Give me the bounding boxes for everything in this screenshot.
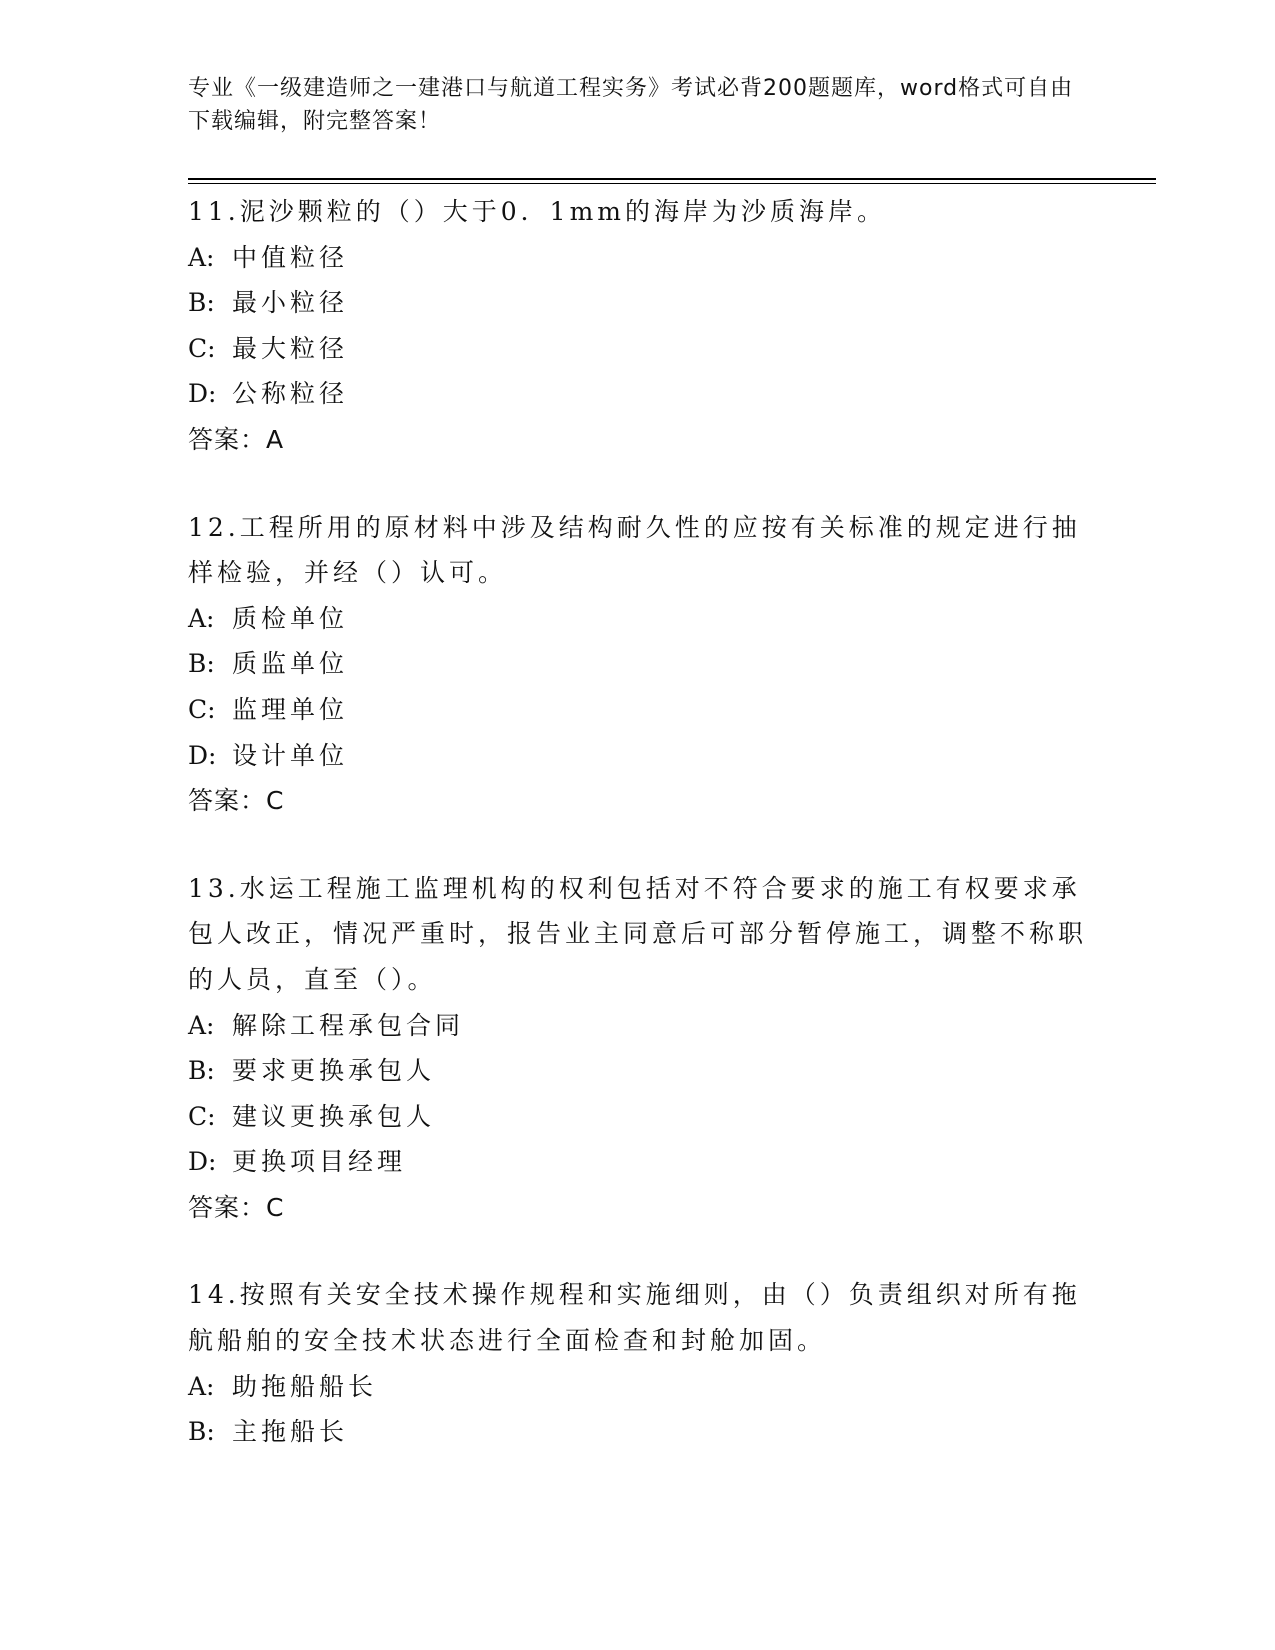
option-c (188, 687, 1088, 733)
option-text: 质检单位 (232, 603, 349, 633)
option-a (188, 1003, 1088, 1049)
option-letter: B: (188, 288, 215, 318)
answer-value: C (266, 1192, 285, 1222)
question-13 (188, 866, 1088, 1231)
option-letter: C: (188, 694, 216, 724)
option-letter: D: (188, 379, 217, 409)
option-b (188, 1409, 1088, 1455)
option-letter: B: (188, 1417, 215, 1447)
question-stem: 14.按照有关安全技术操作规程和实施细则，由（）负责组织对所有拖航船舶的安全技术状态进行全面检查和封舱加固。 (188, 1280, 1081, 1356)
answer-line (188, 417, 1088, 463)
option-text: 质监单位 (232, 649, 349, 679)
option-letter: B: (188, 1056, 215, 1086)
answer-value: A (266, 424, 285, 454)
answer-line (188, 1185, 1088, 1231)
option-letter: C: (188, 333, 216, 363)
option-text: 中值粒径 (232, 242, 349, 272)
option-letter: D: (188, 1147, 217, 1177)
option-b (188, 1048, 1088, 1094)
option-letter: A: (188, 1010, 215, 1040)
option-text: 监理单位 (232, 694, 349, 724)
question-12 (188, 505, 1088, 824)
answer-value: C (266, 786, 285, 816)
option-text: 主拖船长 (232, 1417, 349, 1447)
option-letter: B: (188, 649, 215, 679)
question-list (188, 189, 1088, 1497)
option-text: 助拖船船长 (232, 1371, 378, 1401)
option-b (188, 280, 1088, 326)
option-a (188, 235, 1088, 281)
option-d (188, 371, 1088, 417)
option-text: 最大粒径 (232, 333, 349, 363)
option-text: 更换项目经理 (232, 1147, 407, 1177)
option-d (188, 733, 1088, 779)
answer-label: 答案： (188, 786, 267, 816)
option-b (188, 641, 1088, 687)
question-stem: 12.工程所用的原材料中涉及结构耐久性的应按有关标准的规定进行抽样检验，并经（）认可。 (188, 512, 1081, 588)
answer-label: 答案： (188, 424, 267, 454)
option-text: 设计单位 (232, 740, 349, 770)
option-letter: A: (188, 1371, 215, 1401)
option-text: 最小粒径 (232, 288, 349, 318)
question-14 (188, 1272, 1088, 1454)
document-header: 专业《一级建造师之一建港口与航道工程实务》考试必背200题题库，word格式可自由下载编辑，附完整答案！ (188, 76, 1074, 134)
option-c (188, 326, 1088, 372)
question-stem: 13.水运工程施工监理机构的权利包括对不符合要求的施工有权要求承包人改正，情况严重时，报告业主同意后可部分暂停施工，调整不称职的人员，直至（）。 (188, 873, 1088, 994)
answer-label: 答案： (188, 1192, 267, 1222)
option-a (188, 1364, 1088, 1410)
option-c (188, 1094, 1088, 1140)
option-letter: A: (188, 242, 215, 272)
option-a (188, 596, 1088, 642)
header-divider-thick (188, 178, 1156, 180)
question-stem: 11.泥沙颗粒的（）大于0．1mm的海岸为沙质海岸。 (188, 197, 886, 226)
option-text: 要求更换承包人 (232, 1056, 436, 1086)
option-text: 公称粒径 (232, 379, 349, 409)
answer-line (188, 778, 1088, 824)
option-letter: A: (188, 603, 215, 633)
question-11 (188, 189, 1088, 463)
option-letter: D: (188, 740, 217, 770)
option-letter: C: (188, 1101, 216, 1131)
option-d (188, 1139, 1088, 1185)
option-text: 建议更换承包人 (232, 1101, 436, 1131)
option-text: 解除工程承包合同 (232, 1010, 465, 1040)
header-divider-thin (188, 183, 1156, 184)
